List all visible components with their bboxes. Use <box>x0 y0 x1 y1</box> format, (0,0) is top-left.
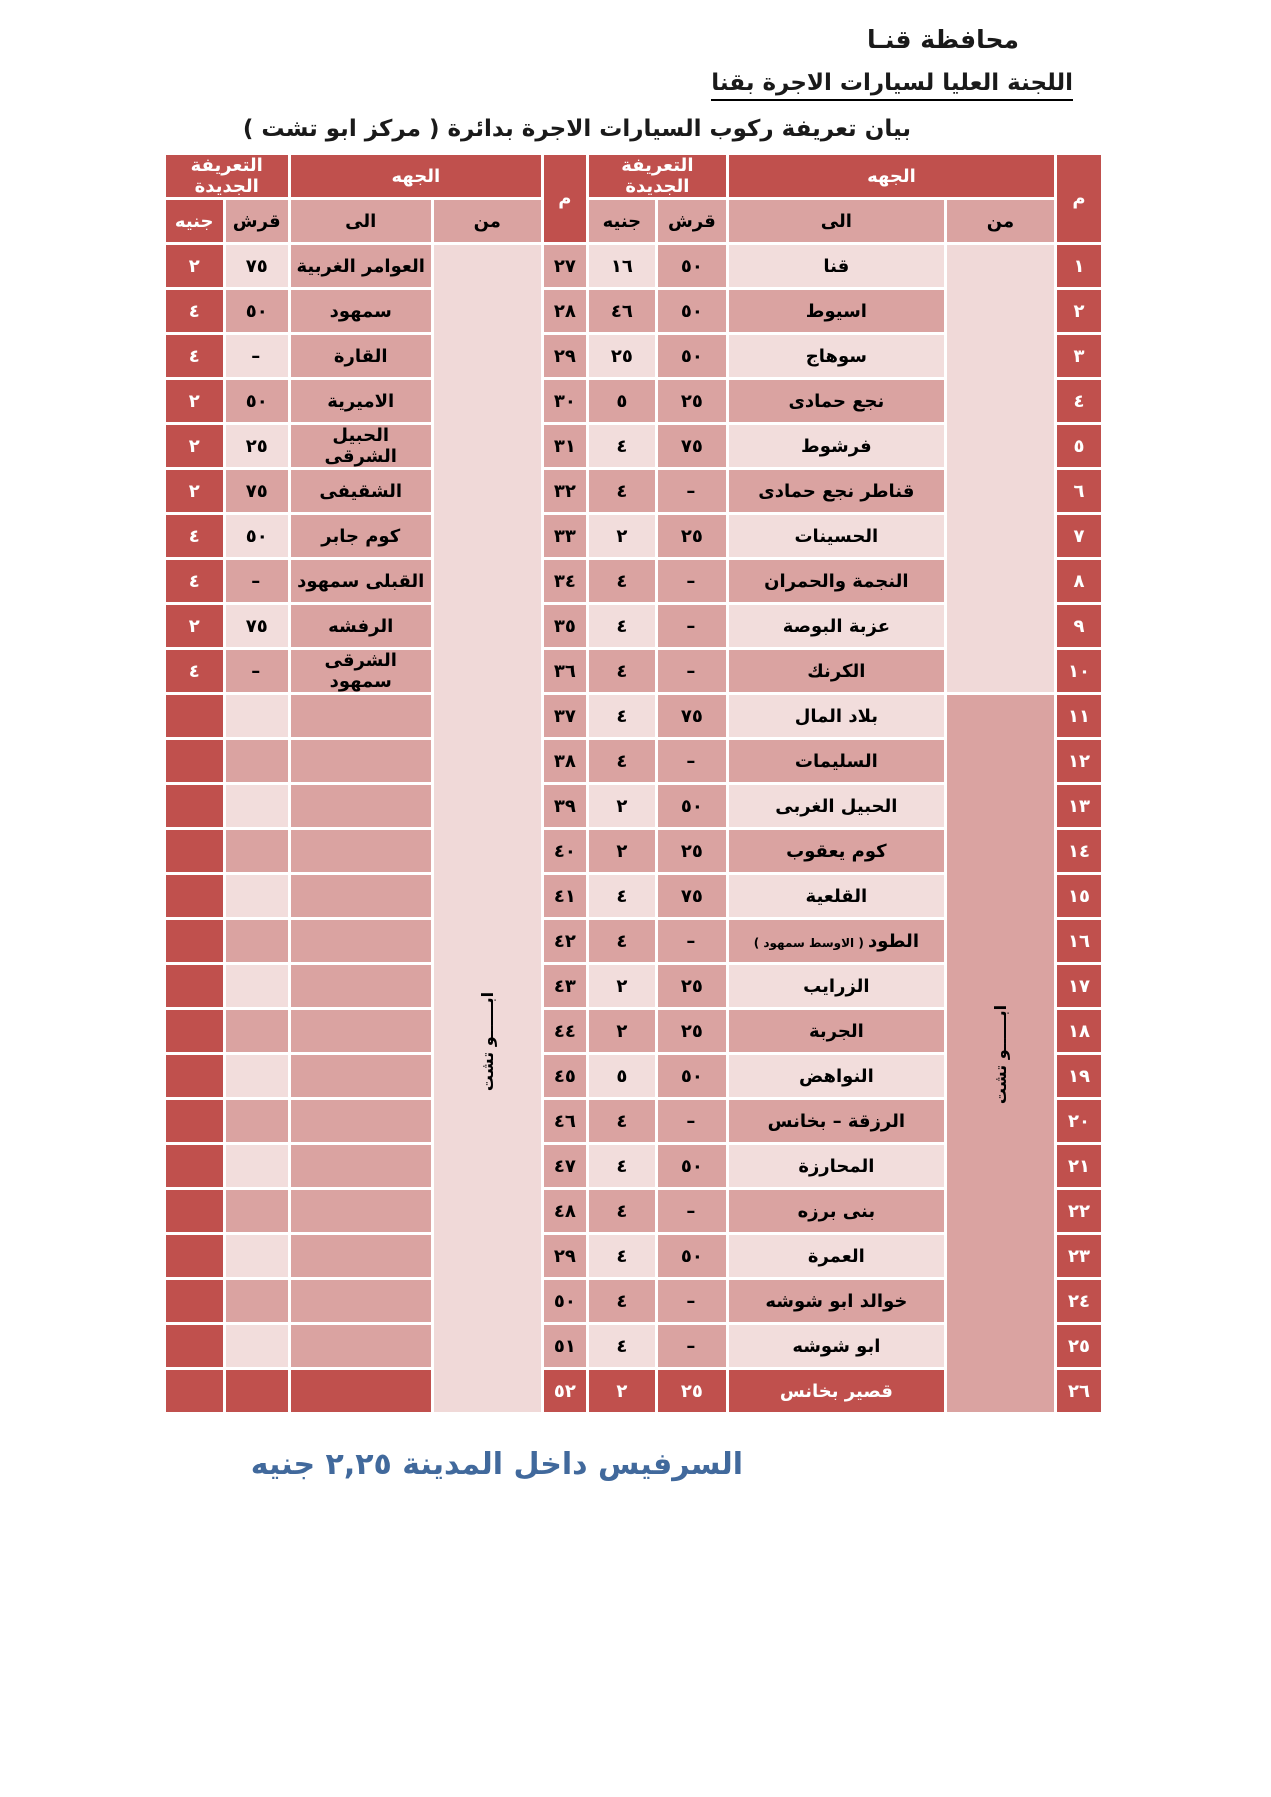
piasters-cell-left <box>226 695 288 737</box>
pounds-cell-right: ٤ <box>589 1280 655 1322</box>
pounds-cell-left <box>166 785 223 827</box>
piasters-cell-left <box>226 740 288 782</box>
pounds-cell-right: ٢ <box>589 1010 655 1052</box>
pounds-cell-left: ٤ <box>166 515 223 557</box>
row-number-right: ١٧ <box>1057 965 1101 1007</box>
destination-cell-right: الرزقة – بخانس <box>729 1100 944 1142</box>
pounds-cell-left <box>166 920 223 962</box>
piasters-cell-right: ٢٥ <box>658 515 726 557</box>
from-cell-right-top <box>947 245 1054 692</box>
row-number-right: ١٣ <box>1057 785 1101 827</box>
row-number-left: ٤٣ <box>544 965 586 1007</box>
destination-cell-left <box>291 965 431 1007</box>
piasters-cell-right: ٢٥ <box>658 965 726 1007</box>
piasters-cell-right: – <box>658 650 726 692</box>
piasters-cell-right: ٢٥ <box>658 1370 726 1412</box>
piasters-cell-left <box>226 920 288 962</box>
piasters-cell-right: ٥٠ <box>658 245 726 287</box>
row-number-right: ٤ <box>1057 380 1101 422</box>
row-number-right: ١ <box>1057 245 1101 287</box>
piasters-cell-left <box>226 1280 288 1322</box>
row-number-right: ٣ <box>1057 335 1101 377</box>
piasters-cell-left: ٥٠ <box>226 380 288 422</box>
destination-cell-left: القارة <box>291 335 431 377</box>
col-header-from-left: من <box>434 200 541 242</box>
destination-cell-right: كوم يعقوب <box>729 830 944 872</box>
piasters-cell-left: ٧٥ <box>226 605 288 647</box>
destination-cell-right: خوالد ابو شوشه <box>729 1280 944 1322</box>
destination-cell-left <box>291 1010 431 1052</box>
row-number-left: ٣٣ <box>544 515 586 557</box>
destination-cell-left <box>291 695 431 737</box>
row-number-left: ٤٦ <box>544 1100 586 1142</box>
destination-cell-left: الرفشه <box>291 605 431 647</box>
row-number-right: ٢١ <box>1057 1145 1101 1187</box>
sub-header-row <box>166 200 1101 242</box>
piasters-cell-left <box>226 830 288 872</box>
piasters-cell-right: ٧٥ <box>658 695 726 737</box>
pounds-cell-left: ٢ <box>166 605 223 647</box>
destination-cell-left <box>291 1145 431 1187</box>
destination-cell-left <box>291 1280 431 1322</box>
destination-cell-right: القلعية <box>729 875 944 917</box>
piasters-cell-left <box>226 875 288 917</box>
pounds-cell-right: ٤ <box>589 740 655 782</box>
destination-cell-left: كوم جابر <box>291 515 431 557</box>
destination-cell-right: العمرة <box>729 1235 944 1277</box>
col-header-from-right: من <box>947 200 1054 242</box>
destination-cell-right: بنى برزه <box>729 1190 944 1232</box>
col-header-num-middle: م <box>544 155 586 242</box>
pounds-cell-left: ٢ <box>166 470 223 512</box>
piasters-cell-right: – <box>658 1325 726 1367</box>
destination-cell-right: ابو شوشه <box>729 1325 944 1367</box>
destination-cell-left <box>291 785 431 827</box>
piasters-cell-right: – <box>658 560 726 602</box>
row-number-right: ٧ <box>1057 515 1101 557</box>
pounds-cell-left <box>166 1055 223 1097</box>
row-number-left: ٣٦ <box>544 650 586 692</box>
pounds-cell-right: ٤ <box>589 1235 655 1277</box>
row-number-left: ٢٩ <box>544 335 586 377</box>
pounds-cell-right: ٤ <box>589 1190 655 1232</box>
piasters-cell-left <box>226 785 288 827</box>
col-header-pound-right: جنيه <box>589 200 655 242</box>
pounds-cell-right: ٤ <box>589 470 655 512</box>
piasters-cell-right: ٥٠ <box>658 1145 726 1187</box>
vertical-from-label: ابــــــو تشت <box>477 991 497 1091</box>
pounds-cell-left: ٤ <box>166 560 223 602</box>
piasters-cell-left <box>226 965 288 1007</box>
piasters-cell-left <box>226 1325 288 1367</box>
row-number-right: ٢ <box>1057 290 1101 332</box>
destination-cell-right: السليمات <box>729 740 944 782</box>
row-number-right: ٢٢ <box>1057 1190 1101 1232</box>
row-number-left: ٣٤ <box>544 560 586 602</box>
destination-cell-right: الحسينات <box>729 515 944 557</box>
pounds-cell-left: ٢ <box>166 245 223 287</box>
destination-cell-left <box>291 1100 431 1142</box>
piasters-cell-right: ٥٠ <box>658 1055 726 1097</box>
row-number-left: ٤٢ <box>544 920 586 962</box>
pounds-cell-left <box>166 1145 223 1187</box>
piasters-cell-left: ٧٥ <box>226 470 288 512</box>
destination-cell-right: الحبيل الغربى <box>729 785 944 827</box>
piasters-cell-right: – <box>658 470 726 512</box>
piasters-cell-left: – <box>226 560 288 602</box>
pounds-cell-left <box>166 695 223 737</box>
pounds-cell-right: ٤ <box>589 605 655 647</box>
row-number-right: ٦ <box>1057 470 1101 512</box>
piasters-cell-right: – <box>658 1280 726 1322</box>
piasters-cell-left <box>226 1235 288 1277</box>
destination-cell-left <box>291 740 431 782</box>
row-number-left: ٤١ <box>544 875 586 917</box>
row-number-left: ٤٤ <box>544 1010 586 1052</box>
pounds-cell-right: ٤ <box>589 920 655 962</box>
piasters-cell-right: – <box>658 1100 726 1142</box>
destination-cell-left <box>291 1055 431 1097</box>
destination-cell-right: الطود ( الاوسط سمهود ) <box>729 920 944 962</box>
piasters-cell-right: ٢٥ <box>658 1010 726 1052</box>
destination-cell-right: فرشوط <box>729 425 944 467</box>
destination-cell-left: الحبيل الشرقى <box>291 425 431 467</box>
destination-cell-right: النجمة والحمران <box>729 560 944 602</box>
destination-cell-left: الشقيفى <box>291 470 431 512</box>
destination-subnote: ( الاوسط سمهود ) <box>753 935 868 950</box>
piasters-cell-right: ٥٠ <box>658 1235 726 1277</box>
row-number-left: ٢٨ <box>544 290 586 332</box>
row-number-left: ٤٧ <box>544 1145 586 1187</box>
row-number-left: ٢٧ <box>544 245 586 287</box>
row-number-left: ٣١ <box>544 425 586 467</box>
pounds-cell-right: ٢٥ <box>589 335 655 377</box>
piasters-cell-right: – <box>658 1190 726 1232</box>
piasters-cell-right: ٥٠ <box>658 335 726 377</box>
pounds-cell-right: ٥ <box>589 1055 655 1097</box>
group-header-row <box>166 155 1101 197</box>
destination-cell-left: القبلى سمهود <box>291 560 431 602</box>
row-number-right: ٨ <box>1057 560 1101 602</box>
row-number-right: ١٤ <box>1057 830 1101 872</box>
row-number-left: ٥١ <box>544 1325 586 1367</box>
pounds-cell-left: ٤ <box>166 290 223 332</box>
piasters-cell-right: ٥٠ <box>658 290 726 332</box>
pounds-cell-left: ٤ <box>166 650 223 692</box>
destination-cell-left <box>291 920 431 962</box>
row-number-right: ٢٣ <box>1057 1235 1101 1277</box>
pounds-cell-right: ٤ <box>589 560 655 602</box>
row-number-right: ٢٠ <box>1057 1100 1101 1142</box>
pounds-cell-left <box>166 1235 223 1277</box>
statement-title: بيان تعريفة ركوب السيارات الاجرة بدائرة ( مركز ابو تشت ) <box>242 116 911 142</box>
pounds-cell-right: ٢ <box>589 515 655 557</box>
from-cell-right <box>947 695 1054 1412</box>
col-header-to-left: الى <box>291 200 431 242</box>
pounds-cell-left <box>166 1325 223 1367</box>
destination-cell-left <box>291 830 431 872</box>
pounds-cell-right: ٢ <box>589 785 655 827</box>
piasters-cell-left: ٥٠ <box>226 290 288 332</box>
destination-cell-right: قنا <box>729 245 944 287</box>
pounds-cell-left: ٤ <box>166 335 223 377</box>
piasters-cell-right: – <box>658 920 726 962</box>
row-number-right: ٢٤ <box>1057 1280 1101 1322</box>
pounds-cell-left <box>166 1370 223 1412</box>
col-header-qirsh-left: قرش <box>226 200 288 242</box>
pounds-cell-right: ٤ <box>589 650 655 692</box>
pounds-cell-right: ٤ <box>589 875 655 917</box>
pounds-cell-left <box>166 830 223 872</box>
destination-cell-left: الشرقى سمهود <box>291 650 431 692</box>
col-header-tariff-left: التعريفة الجديدة <box>166 155 288 197</box>
piasters-cell-left <box>226 1145 288 1187</box>
city-service-note: السرفيس داخل المدينة ٢,٢٥ جنيه <box>250 1447 743 1482</box>
destination-cell-right: قناطر نجع حمادى <box>729 470 944 512</box>
col-header-qirsh-right: قرش <box>658 200 726 242</box>
pounds-cell-right: ٤ <box>589 695 655 737</box>
pounds-cell-right: ٤ <box>589 1325 655 1367</box>
pounds-cell-left <box>166 1280 223 1322</box>
piasters-cell-left <box>226 1100 288 1142</box>
pounds-cell-right: ٤ <box>589 1145 655 1187</box>
row-number-right: ٥ <box>1057 425 1101 467</box>
pounds-cell-left <box>166 1100 223 1142</box>
piasters-cell-right: ٢٥ <box>658 380 726 422</box>
destination-cell-left: سمهود <box>291 290 431 332</box>
row-number-left: ٥٢ <box>544 1370 586 1412</box>
piasters-cell-right: – <box>658 605 726 647</box>
row-number-left: ٤٥ <box>544 1055 586 1097</box>
destination-cell-right: الجربة <box>729 1010 944 1052</box>
piasters-cell-left: – <box>226 650 288 692</box>
governorate-title: محافظة قنـا <box>867 25 1019 54</box>
row-number-left: ٣٥ <box>544 605 586 647</box>
destination-cell-right: عزبة البوصة <box>729 605 944 647</box>
committee-title: اللجنة العليا لسيارات الاجرة بقنا <box>0 54 1271 96</box>
row-number-left: ٣٠ <box>544 380 586 422</box>
fare-table <box>163 152 1104 1415</box>
row-number-left: ٣٨ <box>544 740 586 782</box>
pounds-cell-left <box>166 1010 223 1052</box>
piasters-cell-right: ٥٠ <box>658 785 726 827</box>
col-header-tariff-right: التعريفة الجديدة <box>589 155 726 197</box>
row-number-right: ١٢ <box>1057 740 1101 782</box>
row-number-right: ١٨ <box>1057 1010 1101 1052</box>
row-number-right: ٢٦ <box>1057 1370 1101 1412</box>
pounds-cell-right: ٢ <box>589 1370 655 1412</box>
destination-cell-left <box>291 1190 431 1232</box>
piasters-cell-left: ٢٥ <box>226 425 288 467</box>
row-number-left: ٤٨ <box>544 1190 586 1232</box>
pounds-cell-right: ٢ <box>589 830 655 872</box>
row-number-left: ٣٩ <box>544 785 586 827</box>
row-number-right: ١١ <box>1057 695 1101 737</box>
piasters-cell-right: ٧٥ <box>658 875 726 917</box>
row-number-left: ٤٠ <box>544 830 586 872</box>
destination-cell-left <box>291 1325 431 1367</box>
vertical-from-label: ابــــــو تشت <box>990 1004 1010 1105</box>
destination-cell-left: العوامر الغربية <box>291 245 431 287</box>
piasters-cell-left <box>226 1190 288 1232</box>
piasters-cell-left <box>226 1370 288 1412</box>
pounds-cell-left <box>166 875 223 917</box>
piasters-cell-left <box>226 1055 288 1097</box>
piasters-cell-right: ٧٥ <box>658 425 726 467</box>
row-number-right: ١٦ <box>1057 920 1101 962</box>
piasters-cell-left: ٥٠ <box>226 515 288 557</box>
col-header-side-left: الجهه <box>291 155 541 197</box>
table-row <box>166 695 1101 737</box>
pounds-cell-left: ٢ <box>166 380 223 422</box>
fare-table-body <box>166 245 1101 1412</box>
row-number-left: ٢٩ <box>544 1235 586 1277</box>
piasters-cell-left: – <box>226 335 288 377</box>
destination-cell-right: بلاد المال <box>729 695 944 737</box>
row-number-right: ٢٥ <box>1057 1325 1101 1367</box>
row-number-left: ٣٧ <box>544 695 586 737</box>
row-number-right: ١٥ <box>1057 875 1101 917</box>
table-row <box>166 245 1101 287</box>
destination-cell-right: الكرنك <box>729 650 944 692</box>
pounds-cell-left <box>166 965 223 1007</box>
pounds-cell-right: ٤ <box>589 425 655 467</box>
destination-cell-right: النواهض <box>729 1055 944 1097</box>
pounds-cell-left: ٢ <box>166 425 223 467</box>
row-number-left: ٣٢ <box>544 470 586 512</box>
col-header-to-right: الى <box>729 200 944 242</box>
destination-cell-right: اسيوط <box>729 290 944 332</box>
pounds-cell-right: ٤ <box>589 1100 655 1142</box>
destination-cell-left: الاميرية <box>291 380 431 422</box>
piasters-cell-left: ٧٥ <box>226 245 288 287</box>
destination-cell-left <box>291 875 431 917</box>
row-number-right: ١٩ <box>1057 1055 1101 1097</box>
pounds-cell-left <box>166 1190 223 1232</box>
from-cell-left <box>434 245 541 1412</box>
col-header-pound-left: جنيه <box>166 200 223 242</box>
destination-cell-right: سوهاج <box>729 335 944 377</box>
destination-cell-left <box>291 1370 431 1412</box>
piasters-cell-right: ٢٥ <box>658 830 726 872</box>
pounds-cell-left <box>166 740 223 782</box>
pounds-cell-right: ٢ <box>589 965 655 1007</box>
row-number-right: ٩ <box>1057 605 1101 647</box>
piasters-cell-right: – <box>658 740 726 782</box>
destination-cell-left <box>291 1235 431 1277</box>
row-number-right: ١٠ <box>1057 650 1101 692</box>
destination-cell-right: المحارزة <box>729 1145 944 1187</box>
col-header-side-right: الجهه <box>729 155 1054 197</box>
piasters-cell-left <box>226 1010 288 1052</box>
destination-cell-right: قصير بخانس <box>729 1370 944 1412</box>
pounds-cell-right: ٤٦ <box>589 290 655 332</box>
pounds-cell-right: ١٦ <box>589 245 655 287</box>
destination-cell-right: نجع حمادى <box>729 380 944 422</box>
pounds-cell-right: ٥ <box>589 380 655 422</box>
col-header-num-right: م <box>1057 155 1101 242</box>
destination-cell-right: الزرايب <box>729 965 944 1007</box>
row-number-left: ٥٠ <box>544 1280 586 1322</box>
